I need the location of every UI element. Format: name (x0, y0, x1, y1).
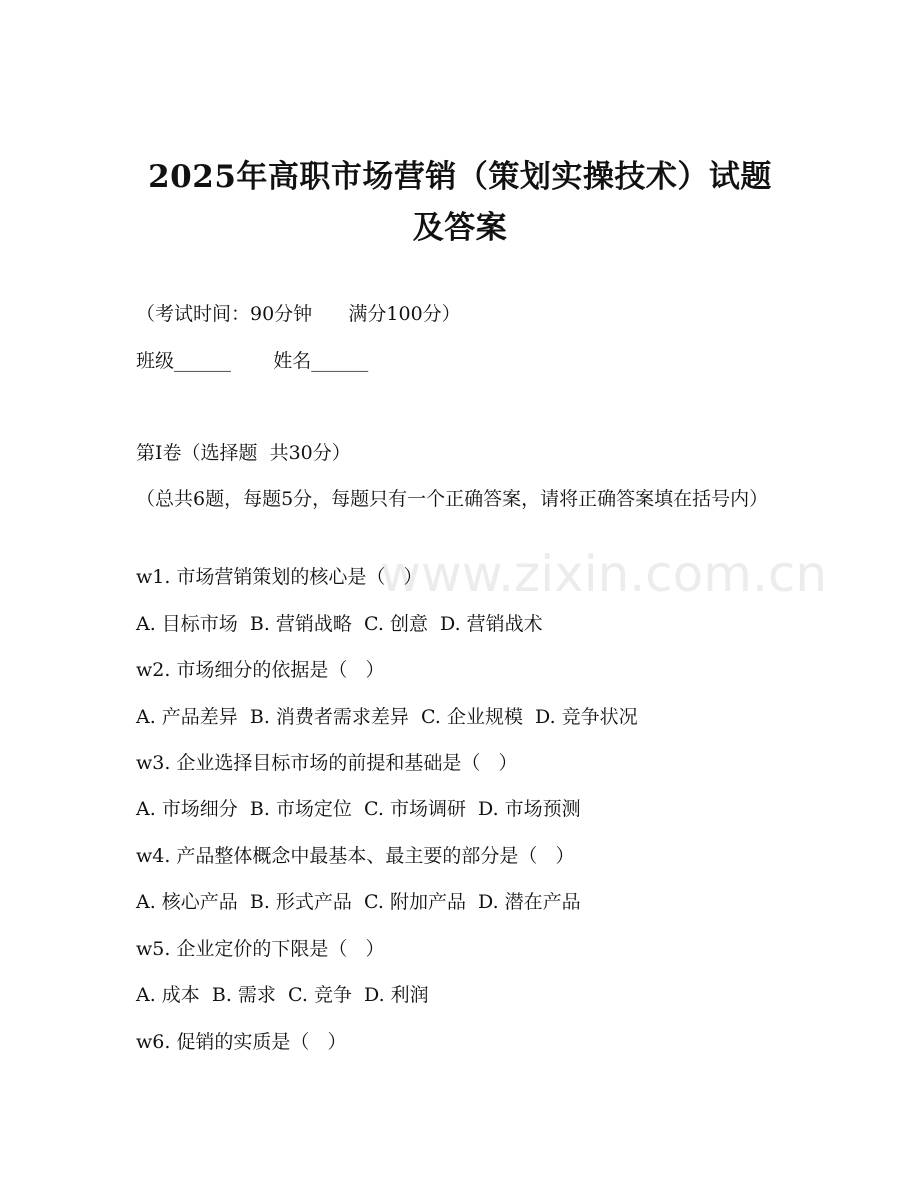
question-1-stem: w1. 市场营销策划的核心是（ ） (136, 566, 423, 588)
question-5-options: A. 成本 B. 需求 C. 竞争 D. 利润 (136, 984, 429, 1006)
question-3-stem: w3. 企业选择目标市场的前提和基础是（ ） (136, 752, 518, 774)
question-5-stem: w5. 企业定价的下限是（ ） (136, 938, 385, 960)
watermark: www.zixin.com.cn (380, 545, 828, 603)
question-2-stem: w2. 市场细分的依据是（ ） (136, 659, 385, 681)
question-4-options: A. 核心产品 B. 形式产品 C. 附加产品 D. 潜在产品 (136, 891, 581, 913)
question-3-options: A. 市场细分 B. 市场定位 C. 市场调研 D. 市场预测 (136, 798, 581, 820)
page-title-line-2: 及答案 (412, 210, 508, 246)
section-title: 第I卷（选择题 共30分） (136, 442, 351, 464)
instructions: （总共6题，每题5分，每题只有一个正确答案，请将正确答案填在括号内） (136, 488, 769, 510)
question-1-options: A. 目标市场 B. 营销战略 C. 创意 D. 营销战术 (136, 613, 543, 635)
question-6-stem: w6. 促销的实质是（ ） (136, 1031, 347, 1053)
question-2-options: A. 产品差异 B. 消费者需求差异 C. 企业规模 D. 竞争状况 (136, 706, 638, 728)
class-name-line: 班级______ 姓名______ (136, 350, 369, 372)
question-4-stem: w4. 产品整体概念中最基本、最主要的部分是（ ） (136, 845, 575, 867)
page-title-line-1: 2025年高职市场营销（策划实操技术）试题 (148, 159, 772, 195)
exam-info: （考试时间：90分钟 满分100分） (136, 303, 461, 325)
